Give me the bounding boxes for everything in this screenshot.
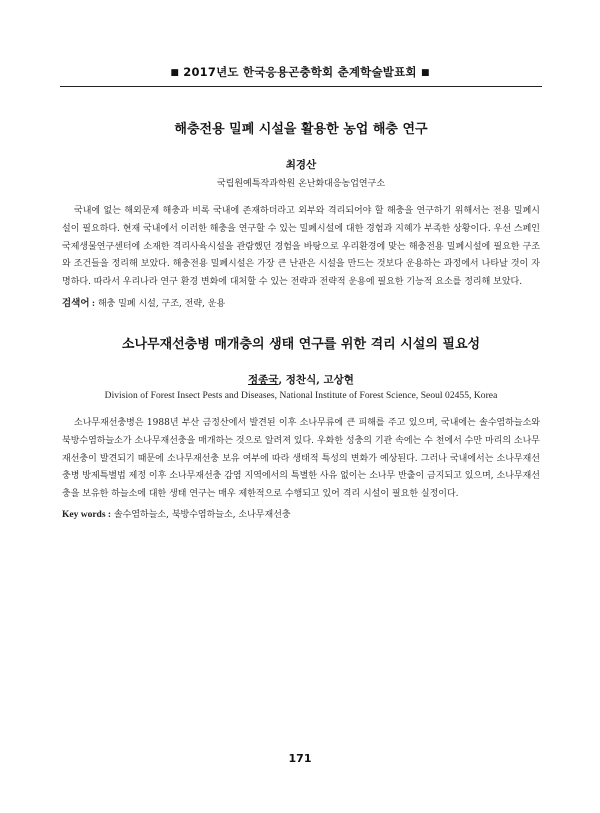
article-1-title: 해충전용 밀폐 시설을 활용한 농업 해충 연구 bbox=[174, 122, 428, 137]
running-header bbox=[0, 64, 600, 80]
page-number: 171 bbox=[288, 752, 312, 765]
article-2-keywords bbox=[62, 507, 540, 520]
article-2-keywords-text: 솔수염하늘소, 북방수염하늘소, 소나무재선충 bbox=[113, 509, 291, 520]
article-2 bbox=[62, 333, 540, 520]
header-rule bbox=[60, 86, 542, 87]
header-square-left: ■ bbox=[170, 68, 180, 78]
header-conference-title: 2017년도 한국응용곤충학회 춘계학술발표회 bbox=[183, 65, 417, 79]
article-2-authors bbox=[62, 372, 540, 387]
article-2-coauthors: , 정찬식, 고상현 bbox=[278, 374, 354, 386]
article-2-presenting-author: 정종국 bbox=[248, 374, 279, 386]
article-1-affiliation: 국립원예특작과학원 온난화대응농업연구소 bbox=[216, 179, 386, 189]
article-1-keywords-label: 검색어 : bbox=[62, 298, 96, 309]
article-2-affiliation: Division of Forest Insect Pests and Diseases, National Institute of Forest Science, Seoul 02455, Korea bbox=[104, 391, 498, 401]
header-square-right: ■ bbox=[420, 68, 430, 78]
article-1-keywords bbox=[62, 295, 540, 309]
article-1 bbox=[62, 118, 540, 309]
article-1-abstract: 국내에 없는 해외문제 해충과 비록 국내에 존재하더라고 외부와 격리되어야 할 해충을 연구하기 위해서는 전용 밀폐시설이 필요하다. 현재 국내에서 이러한 해충을 연구할 수 있는 밀폐시설에 대한 경험과 지혜가 부족한 상황이다. 우선 스페인 국제생물연구센터에 소재한 격리사육시설을 관람했던 경험을 바탕으로 우리환경에 맞는 해충전용 밀폐시설에 필요한 구조와 조건들을 정리해 보았다. 해충전용 밀폐시설은 가장 큰 난관은 시설을 만드는 것보다 운용하는 과정에서 나타날 것이 자명하다. 따라서 우리나라 연구 환경 변화에 대처할 수 있는 전략과 전략적 운용에 필요한 기능적 요소를 정리해 보았다. bbox=[62, 206, 540, 288]
article-2-keywords-label: Key words : bbox=[62, 509, 112, 520]
article-2-abstract: 소나무재선충병은 1988년 부산 금정산에서 발견된 이후 소나무류에 큰 피해를 주고 있으며, 국내에는 솔수염하늘소와 북방수염하늘소가 소나무재선충을 매개하는 것으로 알려져 있다. 우화한 성충의 기관 속에는 수 천에서 수만 마리의 소나무재선충이 발견되기 때문에 소나무재선충 보유 여부에 따라 생태적 특성의 변화가 예상된다. 그러나 국내에서는 소나무재선충병 방제특별법 제정 이후 소나무재선충 감염 지역에서의 특별한 사유 없이는 소나무 반출이 금지되고 있으며, 소나무재선충을 보유한 하늘소에 대한 생태 연구는 매우 제한적으로 수행되고 있어 격리 시설이 필요한 실정이다. bbox=[62, 418, 540, 500]
article-2-title: 소나무재선충병 매개충의 생태 연구를 위한 격리 시설의 필요성 bbox=[121, 337, 481, 352]
article-1-keywords-text: 해충 밀폐 시설, 구조, 전략, 운용 bbox=[97, 298, 226, 309]
article-1-author: 최경산 bbox=[285, 159, 317, 171]
